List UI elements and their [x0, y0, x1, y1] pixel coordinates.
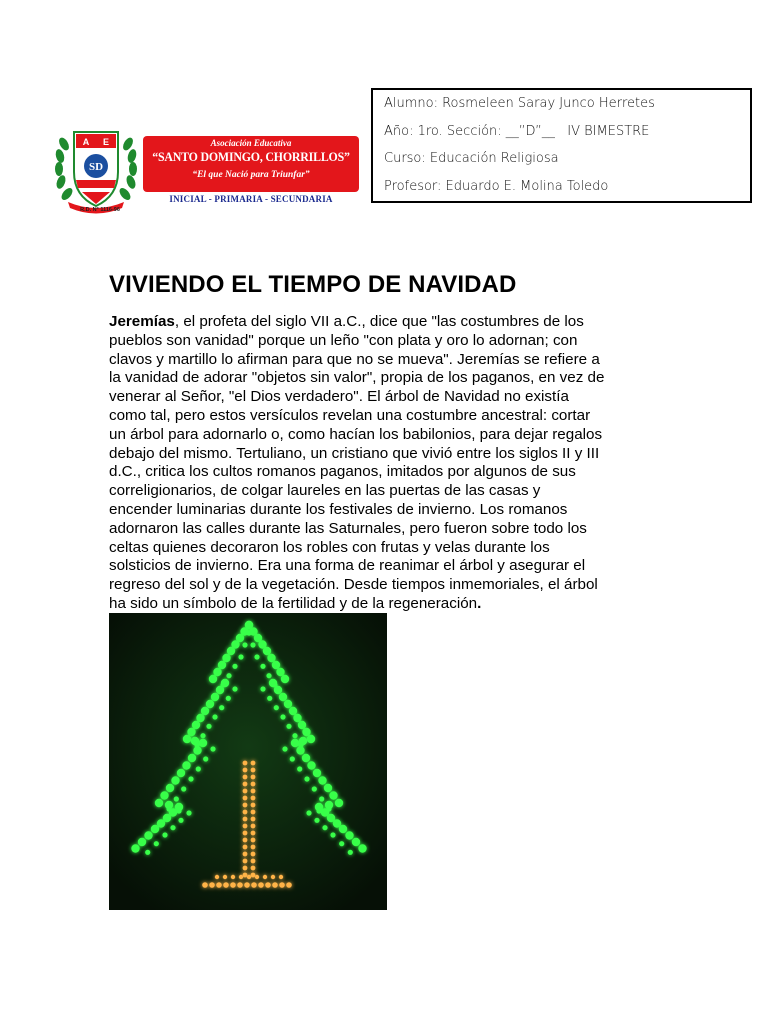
led-light	[243, 873, 248, 878]
led-light	[201, 707, 209, 715]
banner-levels: INICIAL - PRIMARIA - SECUNDARIA	[169, 194, 333, 204]
led-light	[170, 825, 175, 830]
led-light	[138, 838, 146, 846]
led-light	[258, 882, 264, 888]
led-light	[210, 746, 215, 751]
led-light	[194, 742, 199, 747]
led-light	[181, 786, 186, 791]
led-light	[232, 686, 237, 691]
body-line: d.C., critica los cultos romanos paganos, imitados por algunos de sus	[109, 463, 576, 481]
led-light	[251, 882, 257, 888]
led-light	[226, 673, 231, 678]
led-light	[251, 775, 256, 780]
led-light	[243, 866, 248, 871]
led-light	[251, 852, 256, 857]
led-light	[243, 761, 248, 766]
led-light	[289, 707, 297, 715]
led-light	[144, 831, 152, 839]
led-light	[263, 647, 271, 655]
banner-school-name: “SANTO DOMINGO, CHORRILLOS”	[152, 150, 350, 164]
body-line: clavos y martillo lo afirman para que no se mueva". Jeremías se refiere a	[109, 350, 600, 368]
led-light	[171, 776, 179, 784]
led-light	[243, 852, 248, 857]
led-light	[251, 789, 256, 794]
led-light	[251, 831, 256, 836]
christmas-tree-photo	[109, 613, 387, 910]
led-light	[329, 791, 337, 799]
led-light	[202, 882, 208, 888]
student-name: Alumno: Rosmeleen Saray Junco Herretes	[384, 96, 655, 111]
led-light	[238, 654, 243, 659]
led-light	[131, 844, 139, 852]
led-light	[284, 700, 292, 708]
led-light	[243, 796, 248, 801]
led-light	[291, 739, 299, 747]
document-title: VIVIENDO EL TIEMPO DE NAVIDAD	[109, 271, 517, 298]
led-light	[243, 803, 248, 808]
led-light	[322, 825, 327, 830]
led-light	[326, 806, 331, 811]
led-light	[209, 882, 215, 888]
body-line: regreso del sol y de la vegetación. Desde tiempos inmemoriales, el árbol	[109, 576, 598, 594]
led-light	[218, 661, 226, 669]
led-light	[199, 739, 207, 747]
led-light	[272, 682, 277, 687]
led-light	[265, 882, 271, 888]
led-light	[306, 810, 311, 815]
led-light	[335, 799, 343, 807]
led-light	[266, 673, 271, 678]
led-light	[286, 724, 291, 729]
led-light	[220, 682, 225, 687]
led-light	[243, 782, 248, 787]
led-light	[251, 761, 256, 766]
led-light	[251, 866, 256, 871]
led-light	[298, 721, 306, 729]
body-line: solsticios de invierno. Era una forma de reanimar el árbol y asegurar el	[109, 557, 586, 575]
led-light	[297, 766, 302, 771]
led-light	[213, 668, 221, 676]
body-line: encender luminarias durante los festivales de invierno. Los romanos	[109, 500, 568, 518]
led-light	[302, 754, 310, 762]
led-light	[251, 824, 256, 829]
led-light	[187, 728, 195, 736]
led-light	[272, 661, 280, 669]
led-light	[279, 693, 287, 701]
school-logo	[54, 118, 364, 222]
banner-association: Asociación Educativa	[210, 138, 292, 148]
led-light	[358, 844, 366, 852]
rd-number: R.D. N° 1116-96	[80, 207, 120, 213]
led-light	[239, 875, 243, 879]
led-light	[243, 845, 248, 850]
led-light	[243, 824, 248, 829]
led-light	[324, 784, 332, 792]
body-line: pueblos son vanidad" porque un leño "con plata y oro lo adornan; con	[109, 331, 578, 349]
led-light	[155, 799, 163, 807]
led-light	[192, 721, 200, 729]
led-light	[145, 850, 150, 855]
led-light	[193, 746, 201, 754]
led-light	[339, 841, 344, 846]
led-light	[176, 808, 181, 813]
led-light	[182, 761, 190, 769]
led-light	[267, 696, 272, 701]
led-light	[177, 769, 185, 777]
led-light	[272, 882, 278, 888]
led-light	[267, 654, 275, 662]
led-light	[222, 654, 230, 662]
led-light	[251, 838, 256, 843]
body-line: ha sido un símbolo de la fertilidad y de la regeneración	[109, 594, 478, 612]
led-light	[200, 733, 205, 738]
body-line: , el profeta del siglo VII a.C., dice que "las costumbres de los	[174, 313, 584, 330]
lead-bold: Jeremías	[109, 313, 175, 330]
body-line: un árbol para adornarlo o, como hacían los babilonios, para dejar regalos	[109, 425, 603, 443]
led-light	[219, 705, 224, 710]
year-section: Año: 1ro. Sección: __”D”__ IV BIMESTRE	[384, 123, 650, 139]
led-light	[292, 733, 297, 738]
led-light	[281, 675, 289, 683]
led-light	[242, 642, 247, 647]
led-light	[271, 875, 275, 879]
led-light	[345, 831, 353, 839]
body-line: debajo del mismo. Tertuliano, un cristiano que vivió entre los siglos II y III	[109, 444, 600, 462]
led-light	[174, 796, 179, 801]
led-light	[274, 705, 279, 710]
led-light	[296, 746, 304, 754]
led-light	[243, 838, 248, 843]
body-line: correligionarios, de colgar laureles en las puertas de las casas y	[109, 482, 541, 500]
led-light	[330, 832, 335, 837]
led-light	[316, 808, 321, 813]
led-light	[302, 728, 310, 736]
led-light	[314, 818, 319, 823]
led-light	[251, 803, 256, 808]
svg-text:A: A	[82, 137, 90, 147]
led-light	[162, 832, 167, 837]
led-light	[203, 756, 208, 761]
led-light	[243, 859, 248, 864]
banner-motto: “El que Nació para Triunfar”	[192, 170, 310, 180]
led-light	[250, 642, 255, 647]
svg-text:SD: SD	[88, 161, 104, 173]
led-light	[231, 875, 235, 879]
led-light	[251, 796, 256, 801]
led-light	[166, 784, 174, 792]
led-light	[243, 831, 248, 836]
led-light	[246, 630, 251, 635]
led-light	[183, 735, 191, 743]
led-light	[319, 796, 324, 801]
led-light	[243, 768, 248, 773]
body-paragraph	[109, 313, 664, 614]
final-period: .	[477, 594, 482, 612]
led-light	[352, 838, 360, 846]
led-light	[286, 882, 292, 888]
body-line: la vanidad de adorar "objetos sin valor", propia de los paganos, en vez de	[109, 369, 605, 387]
led-light	[188, 754, 196, 762]
led-light	[282, 746, 287, 751]
body-line: venerar al Señor, "el Dios verdadero". El árbol de Navidad no existía	[109, 388, 569, 406]
led-light	[227, 647, 235, 655]
led-light	[318, 776, 326, 784]
led-light	[251, 768, 256, 773]
body-line: celtas quienes decoraron los robles con frutas y velas durante los	[109, 538, 550, 556]
led-light	[260, 686, 265, 691]
led-light	[196, 714, 204, 722]
school-name-banner	[142, 136, 362, 224]
led-light	[276, 668, 284, 676]
led-light	[263, 875, 267, 879]
led-light	[313, 769, 321, 777]
led-light	[178, 818, 183, 823]
student-info-box	[371, 88, 752, 203]
led-light	[307, 735, 315, 743]
led-light	[348, 850, 353, 855]
led-light	[243, 817, 248, 822]
led-light	[304, 776, 309, 781]
led-light	[251, 817, 256, 822]
led-light	[251, 845, 256, 850]
led-light	[226, 696, 231, 701]
led-light	[251, 810, 256, 815]
led-light	[307, 761, 315, 769]
led-light	[279, 875, 283, 879]
school-crest-icon	[54, 122, 138, 218]
led-light	[209, 675, 217, 683]
led-light	[298, 742, 303, 747]
led-light	[254, 654, 259, 659]
led-light	[280, 714, 285, 719]
led-light	[230, 882, 236, 888]
led-light	[243, 789, 248, 794]
led-light	[251, 859, 256, 864]
led-light	[188, 776, 193, 781]
led-light	[186, 810, 191, 815]
body-line: adornaron las calles durante las Saturnales, pero fueron sobre todo los	[109, 519, 587, 537]
led-light	[206, 724, 211, 729]
led-light	[151, 825, 159, 833]
led-light	[154, 841, 159, 846]
svg-text:E: E	[102, 137, 110, 147]
led-light	[247, 875, 251, 879]
teacher-name: Profesor: Eduardo E. Molina Toledo	[384, 178, 609, 194]
led-light	[260, 664, 265, 669]
body-line: como tal, pero estos versículos revelan una costumbre ancestral: cortar	[109, 406, 591, 424]
led-light	[216, 882, 222, 888]
course-name: Curso: Educación Religiosa	[384, 151, 559, 166]
led-light	[279, 882, 285, 888]
led-light	[212, 714, 217, 719]
led-light	[166, 806, 171, 811]
led-light	[293, 714, 301, 722]
led-light	[243, 775, 248, 780]
led-light	[244, 882, 250, 888]
led-light	[255, 875, 259, 879]
led-light	[237, 882, 243, 888]
led-light	[232, 664, 237, 669]
led-light	[339, 825, 347, 833]
led-light	[196, 766, 201, 771]
led-light	[251, 782, 256, 787]
led-light	[215, 875, 219, 879]
led-light	[160, 791, 168, 799]
led-light	[312, 786, 317, 791]
led-light	[206, 700, 214, 708]
led-light	[211, 693, 219, 701]
led-light	[290, 756, 295, 761]
led-light	[251, 873, 256, 878]
led-light	[243, 810, 248, 815]
led-light	[223, 882, 229, 888]
led-light	[223, 875, 227, 879]
